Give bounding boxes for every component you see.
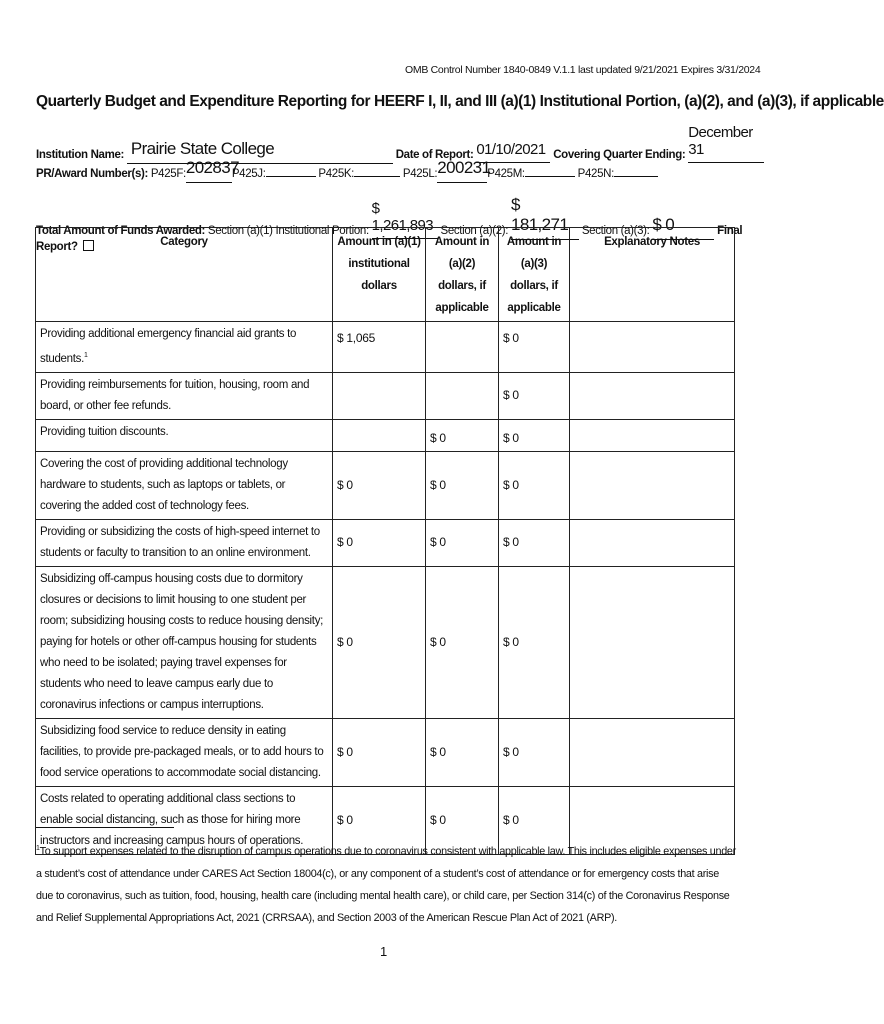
table-header-row (36, 228, 735, 322)
row-category: Subsidizing off-campus housing costs due to dormitory closures or decisions to limit housing to one student per room; subsidizing housing costs to reduce housing density; paying for hotels or other off-campus housing for students who need to be isolated; paying travel expenses for students who need to leave campus early due to coronavirus infections or campus interruptions. (36, 566, 333, 718)
row-a3-amount[interactable]: $ 0 (499, 786, 570, 854)
row-a1-amount[interactable]: $ 0 (333, 519, 426, 566)
table-row (36, 419, 735, 451)
a1-total-value: $ 1,261,893 (371, 200, 433, 234)
row-notes[interactable] (570, 419, 735, 451)
footnote-mark: 1 (36, 845, 40, 852)
p425f-value: 202837 (185, 158, 239, 177)
row-a1-amount[interactable] (333, 372, 426, 419)
table-row (36, 451, 735, 519)
row-notes[interactable] (570, 322, 735, 373)
p425f-label: P425F: (150, 168, 186, 180)
p425k-field[interactable] (354, 176, 400, 177)
row-category: Providing additional emergency financial aid grants to students.$^1$ (36, 322, 333, 373)
p425j-label: P425J: (231, 168, 266, 180)
row-notes[interactable] (570, 566, 735, 718)
row-a2-amount[interactable]: $ 0 (426, 718, 499, 786)
date-of-report-value: 01/10/2021 (476, 141, 546, 158)
row-notes[interactable] (570, 519, 735, 566)
institution-name-value: Prairie State College (130, 139, 275, 158)
date-label: Date of Report: (395, 149, 474, 161)
row-a2-amount[interactable]: $ 0 (426, 419, 499, 451)
p425k-label: P425K: (318, 168, 355, 180)
p425m-label: P425M: (487, 168, 525, 180)
institution-line (36, 124, 764, 164)
p425m-field[interactable] (525, 176, 575, 177)
row-a1-amount[interactable] (333, 419, 426, 451)
footnote (36, 838, 736, 929)
row-a1-amount[interactable]: $ 0 (333, 718, 426, 786)
footnote-divider (36, 827, 174, 828)
row-a2-amount[interactable] (426, 372, 499, 419)
table-row (36, 372, 735, 419)
row-category: Providing tuition discounts. (36, 419, 333, 451)
row-a1-amount[interactable]: $ 0 (333, 566, 426, 718)
form-title: Quarterly Budget and Expenditure Reporting for HEERF I, II, and III (a)(1) Institutional Portion, (a)(2), and (a)(3), if applicable (36, 93, 884, 110)
quarter-label: Covering Quarter Ending: (553, 149, 686, 161)
row-category: Providing or subsidizing the costs of high-speed internet to students or faculty to transition to an online environment. (36, 519, 333, 566)
footnote-text: To support expenses related to the disruption of campus operations due to coronavirus consistent with applicable law. This includes eligible expenses under a student’s cost of attendance under CARES Act Section 18004(c), or any component of a student’s cost of attendance or for emergency costs that arise due to coronavirus, such as tuition, food, housing, health care (including mental health care), or child care, per Section 314(c) of the Coronavirus Response and Relief Supplemental Appropriations Act, 2021 (CRRSAA), and Section 2003 of the American Rescue Plan Act of 2021 (ARP). (36, 845, 736, 924)
header-category: Category (36, 228, 333, 322)
header-notes: Explanatory Notes (570, 228, 735, 322)
row-a2-amount[interactable]: $ 0 (426, 451, 499, 519)
p425l-value: 200231 (437, 158, 491, 177)
p425n-field[interactable] (614, 176, 658, 177)
a3-label: Section (a)(3): (581, 225, 650, 237)
row-a3-amount[interactable]: $ 0 (499, 451, 570, 519)
p425f-field[interactable] (185, 158, 239, 183)
row-a1-amount[interactable]: $ 0 (333, 786, 426, 854)
omb-control-number: OMB Control Number 1840-0849 V.1.1 last updated 9/21/2021 Expires 3/31/2024 (405, 64, 761, 76)
institution-name-field[interactable] (127, 139, 393, 164)
row-category: Covering the cost of providing additional technology hardware to students, such as laptops or tablets, or covering the added cost of technology fees. (36, 451, 333, 519)
row-a3-amount[interactable]: $ 0 (499, 566, 570, 718)
expenditure-table (35, 227, 735, 855)
table-row (36, 718, 735, 786)
row-notes[interactable] (570, 718, 735, 786)
quarter-ending-field[interactable] (688, 124, 764, 163)
footnote-ref: 1 (83, 352, 88, 359)
a2-total-value: $ 181,271 (510, 195, 569, 234)
row-a2-amount[interactable] (426, 322, 499, 373)
table-row (36, 322, 735, 373)
row-a2-amount[interactable]: $ 0 (426, 786, 499, 854)
row-a3-amount[interactable]: $ 0 (499, 419, 570, 451)
header-a2: Amount in (a)(2) dollars, if applicable (426, 228, 499, 322)
row-a2-amount[interactable]: $ 0 (426, 566, 499, 718)
quarter-ending-value: December 31 (688, 124, 753, 158)
table-row (36, 519, 735, 566)
p425l-label: P425L: (402, 168, 438, 180)
award-label: PR/Award Number(s): (36, 168, 148, 180)
institution-label: Institution Name: (36, 149, 124, 161)
final-report-label: Final Report? (36, 225, 743, 253)
row-category: Costs related to operating additional class sections to enable social distancing, such as those for hiring more instructors and increasing campus hours of operations. (36, 786, 333, 854)
page-number: 1 (380, 944, 388, 959)
p425n-label: P425N: (577, 168, 614, 180)
header-a3: Amount in (a)(3) dollars, if applicable (499, 228, 570, 322)
row-a3-amount[interactable]: $ 0 (499, 519, 570, 566)
p425l-field[interactable] (437, 158, 491, 183)
a1-label: Section (a)(1) Institutional Portion: (207, 225, 369, 237)
row-a3-amount[interactable]: $ 0 (499, 322, 570, 373)
total-label: Total Amount of Funds Awarded: (36, 225, 206, 237)
award-numbers-line (36, 158, 658, 183)
row-a3-amount[interactable]: $ 0 (499, 372, 570, 419)
a2-label: Section (a)(2): (440, 225, 509, 237)
row-category: Providing reimbursements for tuition, housing, room and board, or other fee refunds. (36, 372, 333, 419)
a3-total-value: $ 0 (652, 215, 675, 234)
row-a1-amount[interactable]: $ 1,065 (333, 322, 426, 373)
row-a2-amount[interactable]: $ 0 (426, 519, 499, 566)
p425j-field[interactable] (266, 176, 316, 177)
table-row (36, 566, 735, 718)
row-notes[interactable] (570, 451, 735, 519)
header-a1: Amount in (a)(1) institutional dollars (333, 228, 426, 322)
row-a1-amount[interactable]: $ 0 (333, 451, 426, 519)
row-category: Subsidizing food service to reduce density in eating facilities, to provide pre-packaged meals, or to add hours to food service operations to accommodate social distancing. (36, 718, 333, 786)
row-a3-amount[interactable]: $ 0 (499, 718, 570, 786)
row-notes[interactable] (570, 372, 735, 419)
